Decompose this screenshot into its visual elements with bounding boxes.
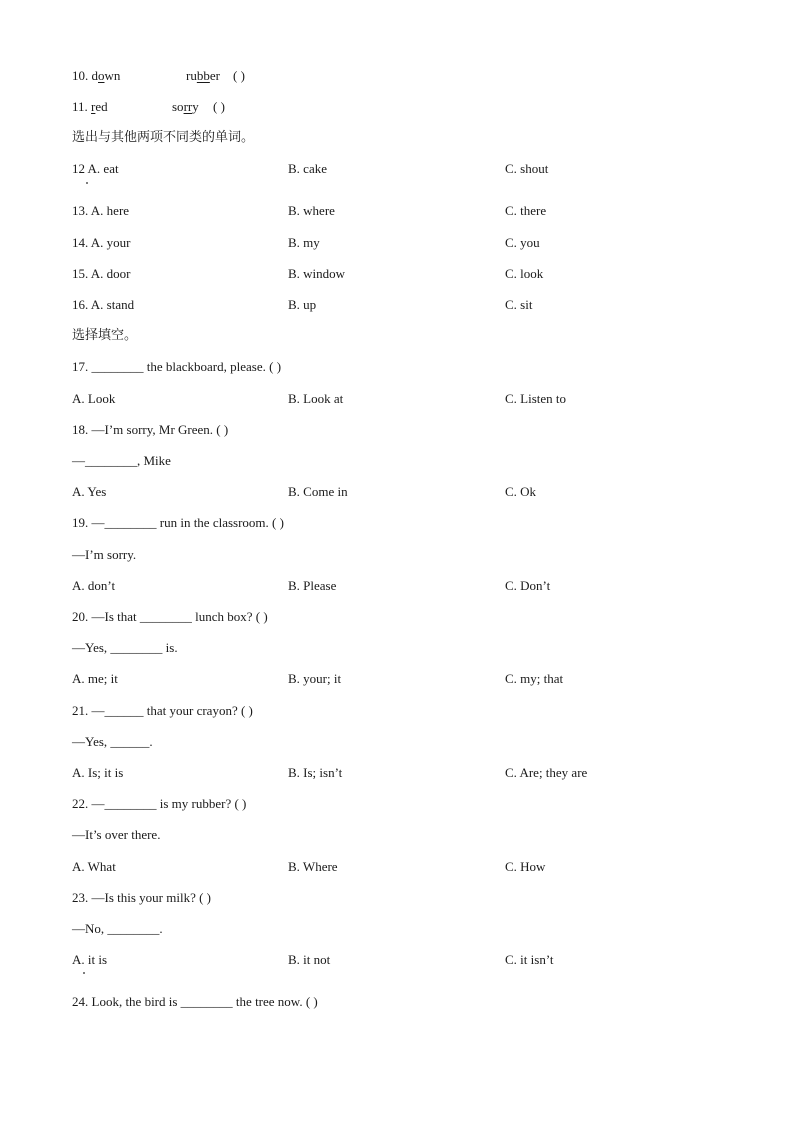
- word-2: sorry: [172, 99, 199, 114]
- question-21-reply: —Yes, ______.: [72, 734, 153, 749]
- option-a[interactable]: A. stand: [90, 297, 135, 312]
- option-b[interactable]: B. Please: [288, 578, 337, 593]
- question-22-reply: —It’s over there.: [72, 827, 161, 842]
- punctuation-dot: [83, 972, 85, 974]
- option-c[interactable]: C. Don’t: [505, 578, 551, 593]
- question-19-reply: —I’m sorry.: [72, 547, 137, 562]
- option-a[interactable]: A. don’t: [72, 578, 116, 593]
- option-b[interactable]: B. it not: [288, 952, 331, 967]
- question-11: [72, 99, 225, 115]
- answer-blank[interactable]: ( ): [213, 99, 225, 114]
- option-b[interactable]: B. where: [288, 203, 335, 218]
- answer-blank[interactable]: ( ): [233, 68, 245, 83]
- question-17-stem: 17. ________ the blackboard, please. ( ): [72, 359, 282, 374]
- option-c[interactable]: C. it isn’t: [505, 952, 554, 967]
- option-a[interactable]: A. your: [90, 235, 131, 250]
- word-1: red: [91, 99, 108, 114]
- word-2: rubber: [186, 68, 220, 83]
- option-c[interactable]: C. Ok: [505, 484, 537, 499]
- option-b[interactable]: B. window: [288, 266, 346, 281]
- option-a[interactable]: A. Look: [72, 391, 116, 406]
- option-b[interactable]: B. up: [288, 297, 317, 312]
- question-18-stem: 18. —I’m sorry, Mr Green. ( ): [72, 422, 229, 437]
- punctuation-dot: [86, 182, 88, 184]
- option-a[interactable]: A. Yes: [72, 484, 107, 499]
- option-a[interactable]: A. Is; it is: [72, 765, 124, 780]
- section-heading-fill-in: 选择填空。: [72, 328, 138, 343]
- option-c[interactable]: C. Are; they are: [505, 765, 588, 780]
- option-a[interactable]: A. eat: [87, 161, 119, 176]
- question-18-reply: —________, Mike: [72, 453, 171, 468]
- question-20-reply: —Yes, ________ is.: [72, 640, 178, 655]
- question-22-stem: 22. —________ is my rubber? ( ): [72, 796, 247, 811]
- question-23-reply: —No, ________.: [72, 921, 163, 936]
- word-1: down: [91, 68, 121, 83]
- question-21-stem: 21. —______ that your crayon? ( ): [72, 703, 253, 718]
- option-b[interactable]: B. Look at: [288, 391, 344, 406]
- option-c[interactable]: C. sit: [505, 297, 533, 312]
- question-24-stem: 24. Look, the bird is ________ the tree now. ( ): [72, 994, 318, 1009]
- option-a[interactable]: A. here: [90, 203, 130, 218]
- question-10: [72, 68, 245, 84]
- option-c[interactable]: C. shout: [505, 161, 549, 176]
- option-b[interactable]: B. Where: [288, 859, 338, 874]
- option-a[interactable]: A. me; it: [72, 671, 118, 686]
- option-b[interactable]: B. your; it: [288, 671, 342, 686]
- option-b[interactable]: B. Come in: [288, 484, 348, 499]
- question-number: 10.: [72, 68, 89, 83]
- option-a[interactable]: A. door: [90, 266, 131, 281]
- option-c[interactable]: C. you: [505, 235, 540, 250]
- section-heading-odd-one-out: 选出与其他两项不同类的单词。: [72, 130, 255, 145]
- option-b[interactable]: B. Is; isn’t: [288, 765, 343, 780]
- option-a[interactable]: A. What: [72, 859, 116, 874]
- option-c[interactable]: C. How: [505, 859, 546, 874]
- option-a[interactable]: A. it is: [72, 952, 108, 967]
- option-c[interactable]: C. there: [505, 203, 547, 218]
- option-c[interactable]: C. look: [505, 266, 544, 281]
- option-b[interactable]: B. my: [288, 235, 320, 250]
- question-19-stem: 19. —________ run in the classroom. ( ): [72, 515, 284, 530]
- question-23-stem: 23. —Is this your milk? ( ): [72, 890, 212, 905]
- question-20-stem: 20. —Is that ________ lunch box? ( ): [72, 609, 268, 624]
- option-c[interactable]: C. Listen to: [505, 391, 567, 406]
- option-c[interactable]: C. my; that: [505, 671, 564, 686]
- option-b[interactable]: B. cake: [288, 161, 327, 176]
- question-number: 11.: [72, 99, 88, 114]
